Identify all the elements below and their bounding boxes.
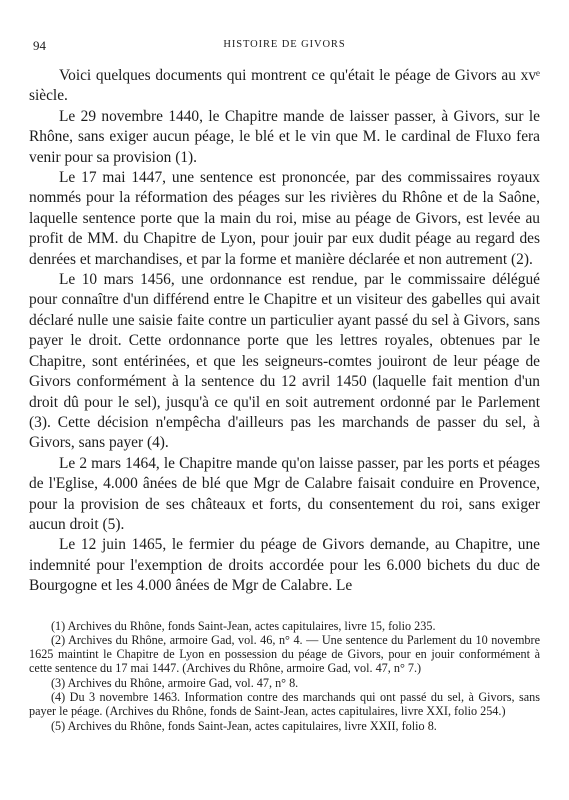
paragraph-1456: Le 10 mars 1456, une ordonnance est rendue, par le commissaire délégué pour connaître d'un différend entre le Chapitre et un visiteur des gabelles qui avait déclaré nulle une saisie faite contre un particulier ayant passé du sel à Givors, sans payer le droit. Cette ordonnance porte que les lettres royales, obtenues par le Chapitre, sont entérinées, et que les seigneurs-comtes jouiront de leur péage de Givors conformément à la sentence du 12 avril 1450 (laquelle fait mention d'un droit dû pour le sel), jusqu'à ce qu'il en soit autrement ordonné par le Parlement (3). Cette décision n'empêcha d'ailleurs pas les marchands de passer du sel, à Givors, sans payer (4). bbox=[29, 271, 540, 452]
paragraph-1464: Le 2 mars 1464, le Chapitre mande qu'on laisse passer, par les ports et péages de l'Eglise, 4.000 ânées de blé que Mgr de Calabre faisait conduire en Provence, pour la provision de ses châteaux et forts, du consentement du roi, sans exiger aucun droit (5). bbox=[29, 454, 540, 533]
paragraph-intro: Voici quelques documents qui montrent ce qu'était le péage de Givors au xvᵉ siècle. bbox=[29, 67, 540, 105]
page-header bbox=[29, 38, 540, 54]
main-text bbox=[29, 66, 540, 597]
footnotes bbox=[29, 619, 540, 733]
book-page bbox=[29, 38, 540, 733]
page-number: 94 bbox=[33, 38, 46, 53]
paragraph-1440: Le 29 novembre 1440, le Chapitre mande de laisser passer, à Givors, sur le Rhône, sans exiger aucun péage, le blé et le vin que M. le cardinal de Fluxo fera venir pour sa provision (1). bbox=[29, 107, 540, 166]
footnote-2: (2) Archives du Rhône, armoire Gad, vol. 46, n° 4. — Une sentence du Parlement du 10 novembre 1625 maintint le Chapitre de Lyon en possession du péage de Givors, pour en jouir conformément à cette sentence du 17 mai 1447. (Archives du Rhône, armoire Gad, vol. 47, n° 7.) bbox=[29, 632, 540, 676]
footnote-3: (3) Archives du Rhône, armoire Gad, vol. 47, n° 8. bbox=[51, 675, 299, 690]
footnote-5: (5) Archives du Rhône, fonds Saint-Jean, actes capitulaires, livre XXII, folio 8. bbox=[51, 718, 437, 733]
paragraph-1447: Le 17 mai 1447, une sentence est prononcée, par des commissaires royaux nommés pour la réformation des péages sur les rivières du Rhône et de la Saône, laquelle sentence porte que la main du roi, mise au péage de Givors, est levée au profit de MM. du Chapitre de Lyon, pour jouir par eux dudit péage au regard des denrées et marchandises, et par la forme et manière déclarée et non autrement (2). bbox=[29, 169, 540, 268]
running-title: HISTOIRE DE GIVORS bbox=[223, 39, 346, 50]
footnote-4: (4) Du 3 novembre 1463. Information contre des marchands qui ont passé du sel, à Givors, sans payer le péage. (Archives du Rhône, fonds de Saint-Jean, actes capitulaires, livre XXI, folio 254.) bbox=[29, 690, 540, 719]
paragraph-1465: Le 12 juin 1465, le fermier du péage de Givors demande, au Chapitre, une indemnité pour l'exemption de droits accordée pour les 6.000 bichets du duc de Bourgogne et les 4.000 ânées de Mgr de Calabre. Le bbox=[29, 536, 540, 595]
footnote-1: (1) Archives du Rhône, fonds Saint-Jean, actes capitulaires, livre 15, folio 235. bbox=[51, 618, 436, 633]
